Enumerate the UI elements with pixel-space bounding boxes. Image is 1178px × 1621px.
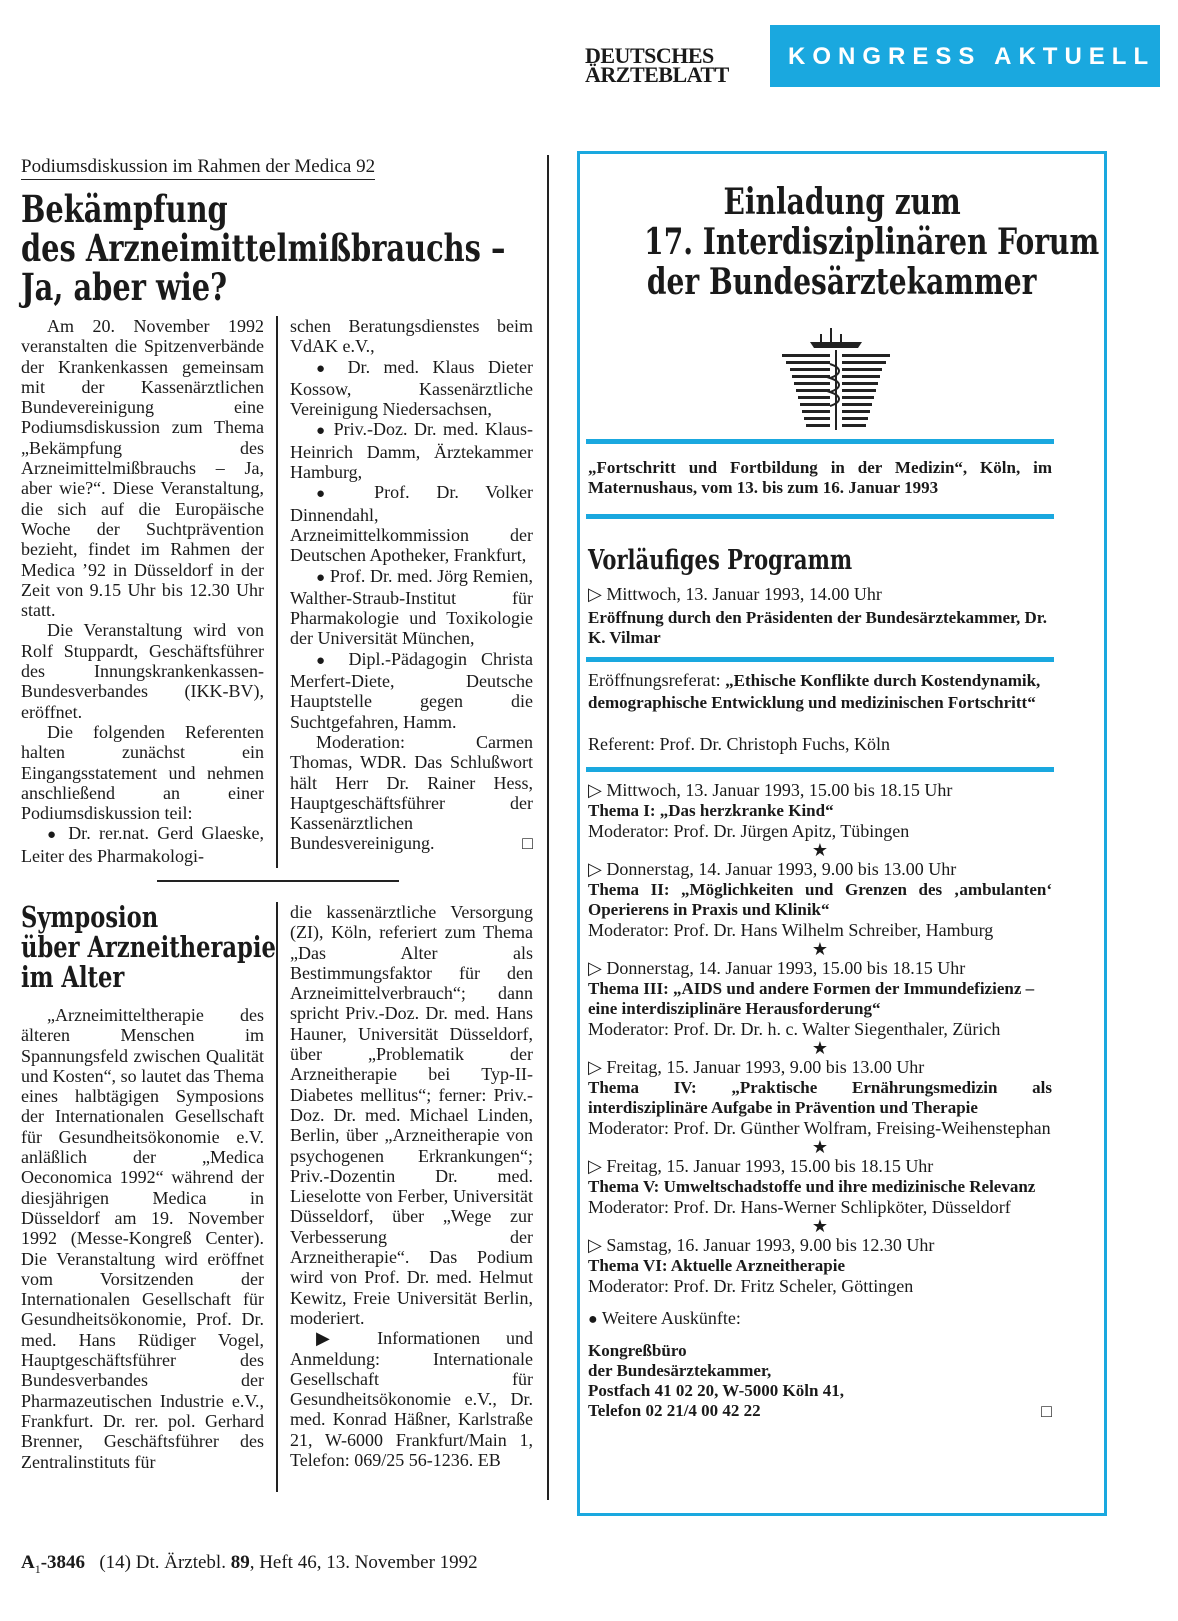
bullet-icon: ● (47, 827, 60, 844)
session-moderator: Moderator: Prof. Dr. Günther Wolfram, Freising-Weihenstephan (588, 1117, 1051, 1138)
session-list (588, 780, 1052, 1421)
page-footer (21, 1552, 478, 1577)
article2-title-line3: im Alter (21, 960, 125, 994)
blue-rule (586, 657, 1054, 662)
contact-block (588, 1341, 1052, 1421)
referat-label: Eröffnungsreferat: (588, 670, 721, 690)
footer-page-sub: 1 (34, 1561, 41, 1576)
session-moderator: Moderator: Prof. Dr. Fritz Scheler, Göttingen (588, 1275, 914, 1296)
invitation-title-line1: Einladung zum (723, 181, 961, 223)
session-item (588, 1156, 1052, 1235)
triangle-right-icon: ▷ (588, 958, 602, 978)
article1-para1: Am 20. November 1992 veranstalten die Spitzenverbände der Krankenkassen gemeinsam mit der Kassenärztlichen Bundevereinigung eine Podiumsdiskussion zum Thema „Bekämpfung des Arzneimittelmißbrauchs – Ja, aber wie?“. Diese Veranstaltung, die sich auf die Europäische Woche der Suchtprävention bezieht, findet im Rahmen der Medica ’92 in Düsseldorf in der Zeit von 9.15 Uhr bis 12.30 Uhr statt. (21, 316, 264, 621)
session-item (588, 1235, 1052, 1296)
page-edge (1166, 0, 1178, 1621)
article1-title-line3: Ja, aber wie? (21, 265, 228, 309)
contact-line: Kongreßbüro (588, 1340, 687, 1360)
triangle-icon: ▶ (316, 1328, 352, 1349)
star-icon: ★ (811, 840, 829, 860)
footer-page: A (21, 1552, 35, 1573)
congress-motto: „Fortschritt und Fortbildung in der Medizin“, Köln, im Maternushaus, vom 13. bis zum 16. Januar 1993 (588, 458, 1052, 497)
article2-para1: „Arzneimitteltherapie des älteren Menschen im Spannungsfeld zwischen Qualität und Kosten“, so lautet das Thema eines halbtägigen Symposions der Internationalen Gesellschaft für Gesundheitsökonomie e.V. anläßlich der „Medica Oeconomica 1992“ während der diesjährigen Medica in Düsseldorf am 19. November 1992 (Messe-Kongreß Center). Die Veranstaltung wird eröffnet vom Vorsitzenden der Internationalen Gesellschaft für Gesundheitsökonomie, Prof. Dr. med. Hans Rüdiger Vogel, Hauptgeschäftsführer des Bundesverbandes der Pharmazeutischen Industrie e.V., Frankfurt. Dr. rer. pol. Gerhard Brenner, Geschäftsführer des Zentralinstituts für (21, 1005, 264, 1472)
session-item (588, 958, 1052, 1057)
triangle-right-icon: ▷ (588, 1156, 602, 1176)
session-item (588, 859, 1052, 958)
article1-kicker: Podiumsdiskussion im Rahmen der Medica 92 (21, 156, 375, 180)
invitation-box (577, 151, 1107, 1516)
chamber-emblem-icon (780, 324, 892, 434)
section-banner (770, 25, 1160, 87)
star-icon: ★ (811, 1216, 829, 1236)
more-info-text: Weitere Auskünfte: (601, 1308, 741, 1328)
article1-col2-end: Moderation: Carmen Thomas, WDR. Das Schlußwort hält Herr Dr. Rainer Hess, Hauptgeschäftsführer der Kassenärztlichen Bundesvereinigung. (290, 731, 533, 854)
session-moderator: Moderator: Prof. Dr. Jürgen Apitz, Tübingen (588, 820, 910, 841)
bullet-icon: ● (316, 486, 348, 503)
masthead-logo (585, 43, 729, 87)
bullet-icon: ● (316, 360, 335, 377)
bullet-icon: ● (588, 1311, 598, 1328)
session-moderator: Moderator: Prof. Dr. Hans Wilhelm Schreiber, Hamburg (588, 919, 994, 940)
article1-column2 (290, 316, 533, 854)
triangle-right-icon: ▷ (588, 859, 602, 879)
session-theme: Thema I: „Das herzkranke Kind“ (588, 800, 834, 820)
session-date: Samstag, 16. Januar 1993, 9.00 bis 12.30 Uhr (606, 1235, 935, 1255)
session-date: Mittwoch, 13. Januar 1993, 15.00 bis 18.15 Uhr (606, 780, 953, 800)
session-date: Freitag, 15. Januar 1993, 15.00 bis 18.15 Uhr (606, 1156, 934, 1176)
session-date: Freitag, 15. Januar 1993, 9.00 bis 13.00 Uhr (606, 1057, 925, 1077)
contact-line: der Bundesärztekammer, (588, 1360, 772, 1380)
session-moderator: Moderator: Prof. Dr. Hans-Werner Schlipköter, Düsseldorf (588, 1196, 1011, 1217)
contact-line: Postfach 41 02 20, W-5000 Köln 41, (588, 1380, 844, 1400)
star-icon: ★ (811, 1038, 829, 1058)
star-icon: ★ (811, 1137, 829, 1157)
column-divider (276, 902, 278, 1492)
article2-column1 (21, 1005, 264, 1472)
masthead-line2: ÄRZTEBLATT (585, 62, 729, 87)
article2-info: Informationen und Anmeldung: Internationale Gesellschaft für Gesundheitsökonomie e.V., Dr. med. Konrad Häßner, Karlstraße 21, W-6000 Frankfurt/Main 1, Telefon: 069/25 56-1236. EB (290, 1328, 534, 1471)
opening-text: Eröffnung durch den Präsidenten der Bundesärztekammer, Dr. K. Vilmar (588, 608, 1048, 647)
contact-line (588, 1401, 1052, 1421)
end-mark: □ (1041, 1400, 1052, 1421)
star-icon: ★ (811, 939, 829, 959)
blue-rule (586, 767, 1054, 772)
speaker-item: Priv.-Doz. Dr. med. Klaus-Heinrich Damm, Ärztekammer Hamburg, (290, 419, 533, 483)
invitation-title-line3: der Bundesärztekammer (647, 261, 1037, 303)
speaker-item: Prof. Dr. Volker Dinnendahl, Arzneimittelkommission der Deutschen Apotheker, Frankfurt, (290, 482, 534, 566)
article2-title-line1: Symposion (21, 900, 159, 934)
referat-title: „Ethische Konflikte durch Kostendynamik, demographische Entwicklung und medizinischen Fortschritt“ (588, 671, 1041, 712)
session-date: Donnerstag, 14. Januar 1993, 15.00 bis 18.15 Uhr (606, 958, 966, 978)
footer-volume: 89 (230, 1552, 250, 1573)
masthead-line1: DEUTSCHES (585, 43, 714, 68)
column-divider (276, 316, 278, 868)
end-mark: □ (522, 833, 533, 854)
session-theme: Thema V: Umweltschadstoffe und ihre medizinische Relevanz (588, 1176, 1036, 1196)
session-theme: Thema III: „AIDS und andere Formen der Immundefizienz – eine interdisziplinäre Herausforderung“ (588, 978, 1035, 1018)
article1-para2: Die Veranstaltung wird von Rolf Stuppardt, Geschäftsführer des Innungskrankenkassen-Bundesverbandes (IKK-BV), eröffnet. (21, 620, 264, 722)
contact-phone: Telefon 02 21/4 00 42 22 (588, 1400, 761, 1420)
session-item (588, 1057, 1052, 1156)
invitation-title (580, 182, 1104, 302)
triangle-right-icon: ▷ (588, 1057, 602, 1077)
blue-rule (586, 514, 1054, 519)
article1-title-line2: des Arzneimittelmißbrauchs – (21, 226, 506, 270)
session-date: Donnerstag, 14. Januar 1993, 9.00 bis 13.00 Uhr (606, 859, 957, 879)
triangle-right-icon: ▷ (588, 1235, 602, 1255)
footer-issue-b: , Heft 46, 13. November 1992 (249, 1552, 478, 1573)
bullet-icon: ● (316, 423, 328, 440)
article2-para2: die kassenärztliche Versorgung (ZI), Köln, referiert zum Thema „Das Alter als Bestimmungsfaktor für den Arzneimittelverbrauch“; dann spricht Priv.-Doz. Dr. med. Hans Hauner, Universität Düsseldorf, über „Problematik der Arzneitherapie bei Typ-II-Diabetes mellitus“; ferner: Priv.-Doz. Dr. med. Michael Linden, Berlin, über „Arzneitherapie von psychogenen Erkrankungen“; Priv.-Dozentin Dr. med. Lieselotte von Ferber, Universität Düsseldorf, über „Wege zur Verbesserung der Arzneitherapie“. Das Podium wird von Prof. Dr. med. Helmut Kewitz, Freie Universität Berlin, moderiert. (290, 902, 533, 1328)
article1-col2-start: schen Beratungsdienstes beim VdAK e.V., (290, 316, 533, 357)
session-item (588, 780, 1052, 859)
footer-issue-a: (14) Dt. Ärztebl. (99, 1552, 226, 1573)
bullet-icon: ● (316, 569, 326, 586)
speaker-item: Dr. med. Klaus Dieter Kossow, Kassenärztliche Vereinigung Niedersachsen, (290, 356, 534, 420)
article2-title-line2: über Arzneitherapie (21, 930, 276, 964)
speaker-item: Dipl.-Pädagogin Christa Merfert-Diete, Deutsche Hauptstelle gegen die Suchtgefahren, Hamm. (290, 648, 533, 732)
article2-column2 (290, 902, 533, 1470)
article1-column1 (21, 316, 264, 866)
session-moderator: Moderator: Prof. Dr. Dr. h. c. Walter Siegenthaler, Zürich (588, 1018, 1001, 1039)
blue-rule (586, 439, 1054, 444)
article1-para4: Dr. rer.nat. Gerd Glaeske, Leiter des Pharmakologi- (21, 823, 265, 866)
opening-date-text: Mittwoch, 13. Januar 1993, 14.00 Uhr (606, 584, 882, 604)
section-label: KONGRESS AKTUELL (788, 43, 1156, 70)
opening-date (588, 584, 1052, 605)
triangle-right-icon: ▷ (588, 584, 602, 604)
session-theme: Thema II: „Möglichkeiten und Grenzen des ‚ambulanten‘ Operierens in Praxis und Klinik“ (588, 879, 1052, 919)
article1-para3: Die folgenden Referenten halten zunächst ein Eingangsstatement und nehmen anschließend an einer Podiumsdiskussion teil: (21, 721, 264, 824)
session-theme: Thema IV: „Praktische Ernährungsmedizin als interdisziplinäre Aufgabe in Prävention und Therapie (588, 1077, 1052, 1117)
triangle-right-icon: ▷ (588, 780, 602, 800)
speaker-item: Prof. Dr. med. Jörg Remien, Walther-Straub-Institut für Pharmakologie und Toxikologie der Universität München, (290, 565, 534, 649)
main-column-divider (547, 155, 549, 1500)
opening-referat (588, 670, 1052, 713)
bullet-icon: ● (316, 652, 335, 669)
article1-title-line1: Bekämpfung (21, 187, 228, 231)
footer-page-num: -3846 (40, 1552, 86, 1573)
program-title-text: Vorläufiges Programm (588, 545, 853, 576)
invitation-title-line2: 17. Interdisziplinären Forum (644, 221, 1100, 263)
program-title (588, 545, 927, 576)
referat-speaker: Referent: Prof. Dr. Christoph Fuchs, Köln (588, 734, 890, 754)
article-separator (157, 880, 399, 882)
more-info (588, 1308, 1052, 1331)
session-theme: Thema VI: Aktuelle Arzneitherapie (588, 1255, 846, 1275)
article1-title (21, 187, 642, 309)
